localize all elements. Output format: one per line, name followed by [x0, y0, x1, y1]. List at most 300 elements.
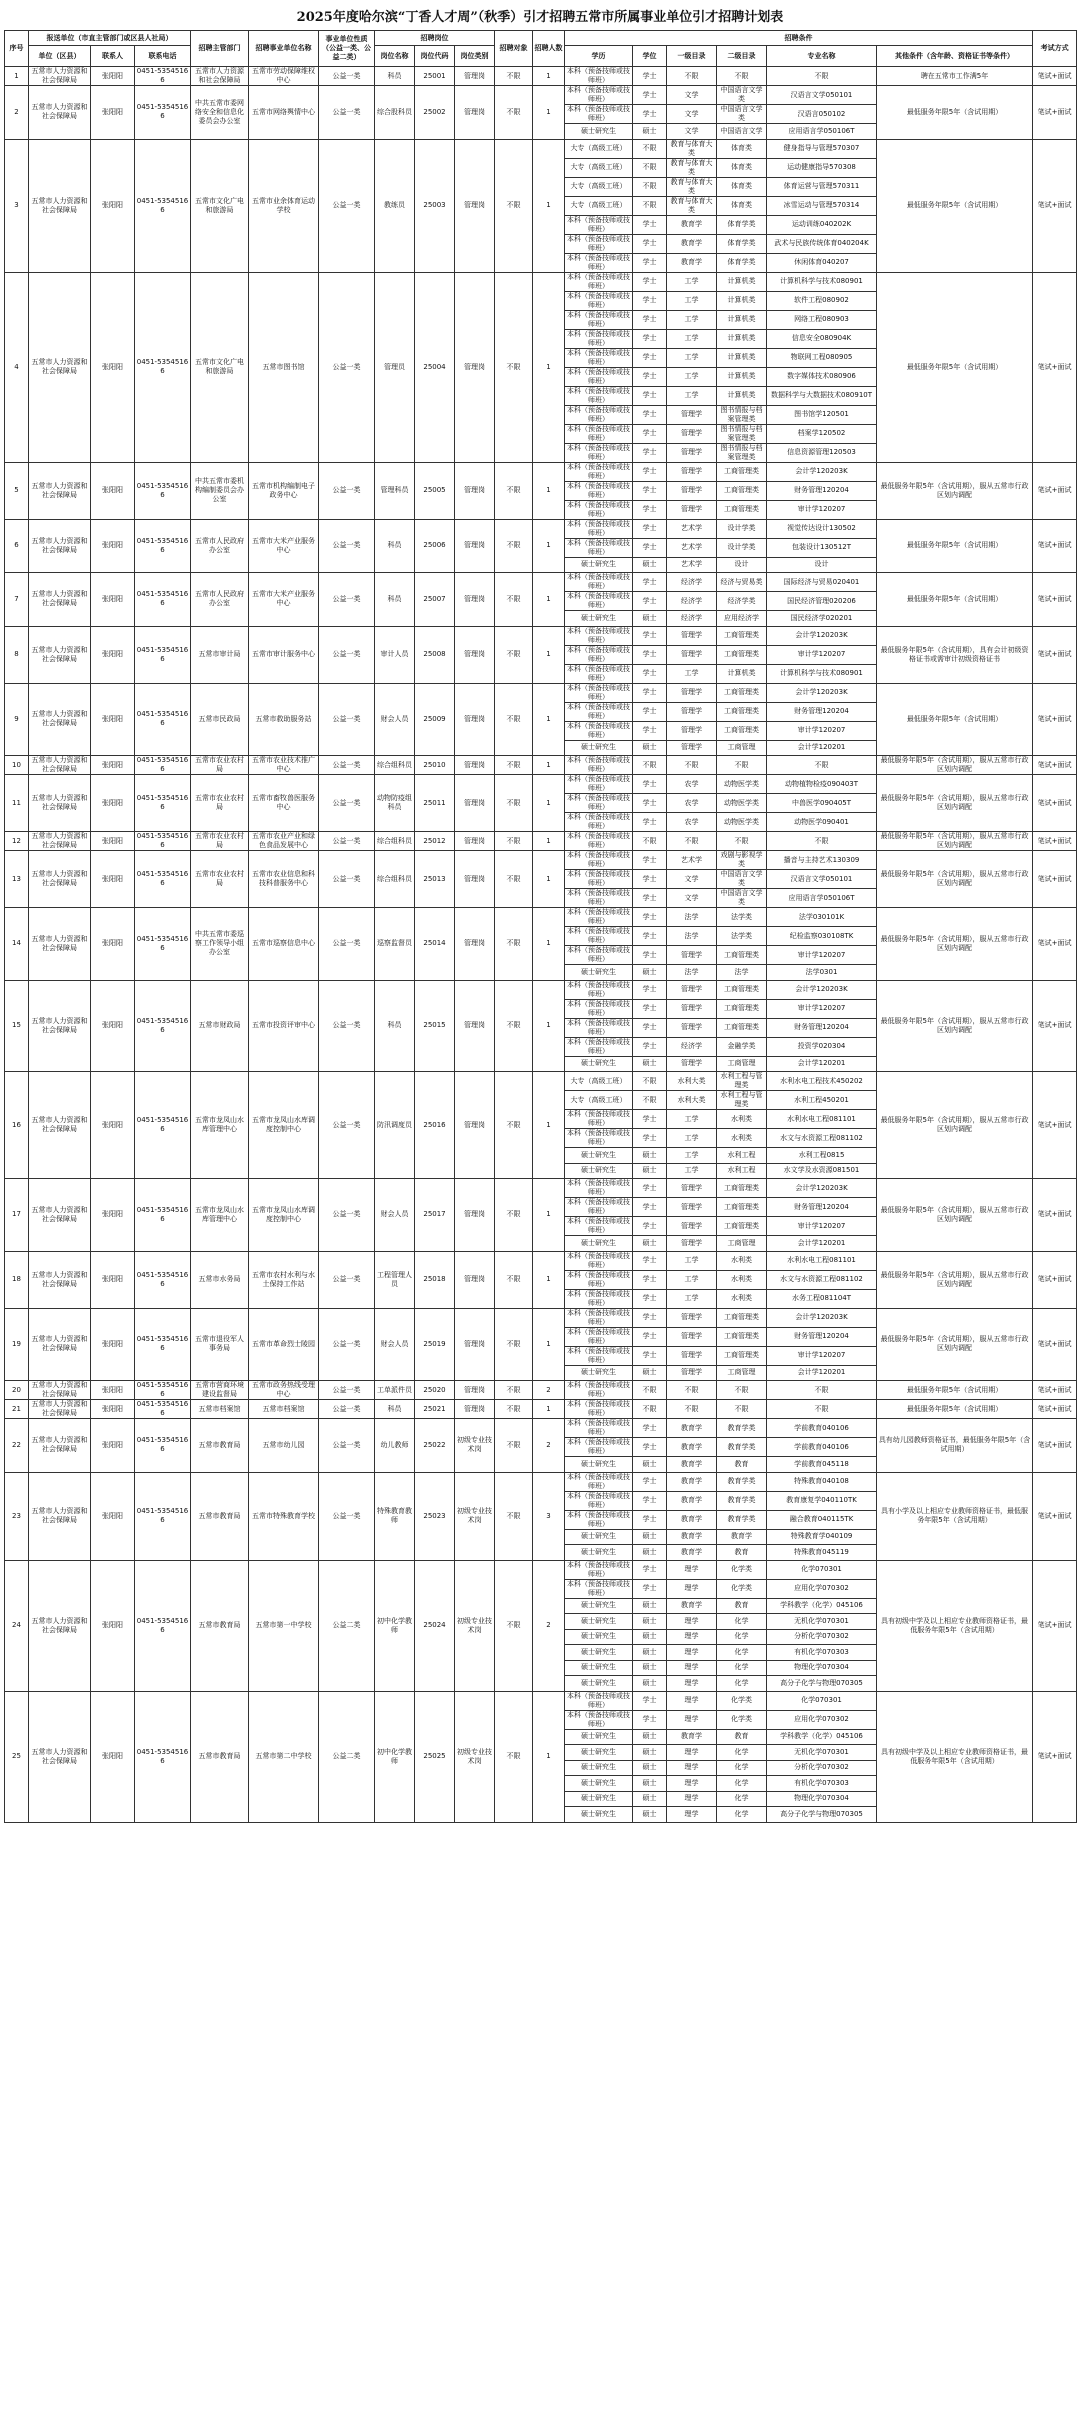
degree-cell: 硕士研究生 [565, 124, 633, 140]
table-row [5, 1472, 1077, 1491]
phone-cell: 0451-53545166 [135, 1308, 191, 1381]
exam-method-cell: 笔试+面试 [1033, 272, 1077, 462]
post-category-cell: 管理岗 [455, 832, 495, 851]
degree-cell: 硕士研究生 [565, 1598, 633, 1614]
discipline-cell: 工学 [667, 664, 717, 683]
other-conditions-cell: 最低服务年限5年（含试用期） [877, 519, 1033, 573]
exam-method-cell: 笔试+面试 [1033, 1179, 1077, 1252]
sub-discipline-cell: 教育学 [717, 1529, 767, 1545]
organization-cell: 五常市业余体育运动学校 [249, 139, 319, 272]
post-code-cell: 25019 [415, 1308, 455, 1381]
unit-cell: 五常市人力资源和社会保障局 [29, 908, 91, 981]
discipline-cell: 法学 [667, 965, 717, 981]
org-type-cell: 公益一类 [319, 1472, 375, 1560]
academic-degree-cell: 学士 [633, 1438, 667, 1457]
discipline-cell: 不限 [667, 756, 717, 775]
sub-discipline-cell: 化学 [717, 1807, 767, 1823]
discipline-cell: 管理学 [667, 1308, 717, 1327]
sub-discipline-cell: 计算机类 [717, 291, 767, 310]
discipline-cell: 文学 [667, 870, 717, 889]
unit-cell: 五常市人力资源和社会保障局 [29, 1419, 91, 1473]
phone-cell: 0451-53545166 [135, 1691, 191, 1822]
row-number: 18 [5, 1251, 29, 1308]
unit-cell: 五常市人力资源和社会保障局 [29, 1560, 91, 1691]
discipline-cell: 工学 [667, 367, 717, 386]
unit-cell: 五常市人力资源和社会保障局 [29, 1179, 91, 1252]
sub-discipline-cell: 工商管理类 [717, 946, 767, 965]
post-name-cell: 管理员 [375, 272, 415, 462]
degree-cell: 本科（预备技师或技师班） [565, 1308, 633, 1327]
degree-cell: 硕士研究生 [565, 1645, 633, 1661]
post-name-cell: 巡察监督员 [375, 908, 415, 981]
post-code-cell: 25024 [415, 1560, 455, 1691]
organization-cell: 五常市农业产业和绿色食品发展中心 [249, 832, 319, 851]
discipline-cell: 工学 [667, 348, 717, 367]
degree-cell: 硕士研究生 [565, 1791, 633, 1807]
headcount-cell: 1 [533, 462, 565, 519]
post-code-cell: 25005 [415, 462, 455, 519]
degree-cell: 本科（预备技师或技师班） [565, 291, 633, 310]
degree-cell: 硕士研究生 [565, 1148, 633, 1164]
major-cell: 审计学120207 [767, 500, 877, 519]
department-cell: 五常市人力资源和社会保障局 [191, 67, 249, 86]
post-code-cell: 25023 [415, 1472, 455, 1560]
discipline-cell: 理学 [667, 1614, 717, 1630]
phone-cell: 0451-53545166 [135, 462, 191, 519]
degree-cell: 本科（预备技师或技师班） [565, 500, 633, 519]
contact-cell: 张阳阳 [91, 908, 135, 981]
contact-cell: 张阳阳 [91, 683, 135, 756]
sub-discipline-cell: 经济学类 [717, 592, 767, 611]
department-cell: 五常市龙凤山水库管理中心 [191, 1179, 249, 1252]
headcount-cell: 1 [533, 1400, 565, 1419]
major-cell: 法学0301 [767, 965, 877, 981]
sub-discipline-cell: 化学类 [717, 1560, 767, 1579]
degree-cell: 本科（预备技师或技师班） [565, 424, 633, 443]
degree-cell: 本科（预备技师或技师班） [565, 538, 633, 557]
sub-discipline-cell: 教育 [717, 1598, 767, 1614]
major-cell: 档案学120502 [767, 424, 877, 443]
degree-cell: 大专（高级工班） [565, 1072, 633, 1091]
post-category-cell: 管理岗 [455, 272, 495, 462]
sub-discipline-cell: 戏剧与影视学类 [717, 851, 767, 870]
discipline-cell: 理学 [667, 1660, 717, 1676]
post-code-cell: 25010 [415, 756, 455, 775]
academic-degree-cell: 硕士 [633, 1645, 667, 1661]
table-body [5, 67, 1077, 1823]
major-cell: 不限 [767, 1400, 877, 1419]
major-cell: 国民经济学020201 [767, 611, 877, 627]
post-name-cell: 财会人员 [375, 1179, 415, 1252]
sub-discipline-cell: 工商管理类 [717, 481, 767, 500]
other-conditions-cell: 最低服务年限5年（含试用期），具有会计初级资格证书或需审计初级资格证书 [877, 626, 1033, 683]
discipline-cell: 管理学 [667, 1018, 717, 1037]
sub-discipline-cell: 水利类 [717, 1289, 767, 1308]
academic-degree-cell: 学士 [633, 592, 667, 611]
degree-cell: 硕士研究生 [565, 1056, 633, 1072]
column-header: 岗位类别 [455, 46, 495, 67]
sub-discipline-cell: 教育学类 [717, 1472, 767, 1491]
discipline-cell: 工学 [667, 291, 717, 310]
phone-cell: 0451-53545166 [135, 775, 191, 832]
exam-method-cell: 笔试+面试 [1033, 1560, 1077, 1691]
discipline-cell: 经济学 [667, 1037, 717, 1056]
degree-cell: 本科（预备技师或技师班） [565, 721, 633, 740]
post-category-cell: 管理岗 [455, 775, 495, 832]
post-name-cell: 综合组科员 [375, 851, 415, 908]
major-cell: 高分子化学与物理070305 [767, 1676, 877, 1692]
org-type-cell: 公益一类 [319, 573, 375, 627]
academic-degree-cell: 硕士 [633, 1791, 667, 1807]
major-cell: 财务管理120204 [767, 481, 877, 500]
post-name-cell: 管理科员 [375, 462, 415, 519]
org-type-cell: 公益一类 [319, 1419, 375, 1473]
department-cell: 五常市退役军人事务局 [191, 1308, 249, 1381]
sub-discipline-cell: 水利工程与管理类 [717, 1072, 767, 1091]
post-code-cell: 25001 [415, 67, 455, 86]
phone-cell: 0451-53545166 [135, 832, 191, 851]
target-cell: 不限 [495, 980, 533, 1072]
headcount-cell: 2 [533, 1419, 565, 1473]
major-cell: 汉语言文学050101 [767, 86, 877, 105]
other-conditions-cell: 最低服务年限5年（含试用期），服从五常市行政区划内调配 [877, 832, 1033, 851]
degree-cell: 本科（预备技师或技师班） [565, 1400, 633, 1419]
degree-cell: 本科（预备技师或技师班） [565, 832, 633, 851]
department-cell: 五常市农业农村局 [191, 832, 249, 851]
organization-cell: 五常市机构编制电子政务中心 [249, 462, 319, 519]
table-row [5, 1251, 1077, 1270]
page-title: 2025年度哈尔滨“丁香人才周”（秋季）引才招聘五常市所属事业单位引才招聘计划表 [296, 10, 784, 25]
sub-discipline-cell: 动物医学类 [717, 794, 767, 813]
sub-discipline-cell: 体育类 [717, 158, 767, 177]
department-cell: 中共五常市委机构编制委员会办公室 [191, 462, 249, 519]
academic-degree-cell: 学士 [633, 1419, 667, 1438]
sub-discipline-cell: 金融学类 [717, 1037, 767, 1056]
unit-cell: 五常市人力资源和社会保障局 [29, 1400, 91, 1419]
organization-cell: 五常市龙凤山水库调度控制中心 [249, 1179, 319, 1252]
major-cell: 会计学120203K [767, 1179, 877, 1198]
unit-cell: 五常市人力资源和社会保障局 [29, 1691, 91, 1822]
discipline-cell: 艺术学 [667, 557, 717, 573]
academic-degree-cell: 学士 [633, 1510, 667, 1529]
sub-discipline-cell: 中国语言文学 [717, 124, 767, 140]
major-cell: 有机化学070303 [767, 1776, 877, 1792]
target-cell: 不限 [495, 462, 533, 519]
academic-degree-cell: 不限 [633, 1400, 667, 1419]
department-cell: 五常市档案馆 [191, 1400, 249, 1419]
discipline-cell: 管理学 [667, 626, 717, 645]
org-type-cell: 公益一类 [319, 756, 375, 775]
major-cell: 武术与民族传统体育040204K [767, 234, 877, 253]
academic-degree-cell: 学士 [633, 1217, 667, 1236]
headcount-cell: 1 [533, 272, 565, 462]
sub-discipline-cell: 体育类 [717, 139, 767, 158]
discipline-cell: 不限 [667, 67, 717, 86]
major-cell: 财务管理120204 [767, 1198, 877, 1217]
exam-method-cell: 笔试+面试 [1033, 67, 1077, 86]
major-cell: 不限 [767, 1381, 877, 1400]
academic-degree-cell: 硕士 [633, 1660, 667, 1676]
academic-degree-cell: 学士 [633, 1691, 667, 1710]
degree-cell: 本科（预备技师或技师班） [565, 1381, 633, 1400]
post-category-cell: 初级专业技术岗 [455, 1419, 495, 1473]
other-conditions-cell: 最低服务年限5年（含试用期） [877, 1400, 1033, 1419]
academic-degree-cell: 学士 [633, 291, 667, 310]
degree-cell: 本科（预备技师或技师班） [565, 1510, 633, 1529]
organization-cell: 五常市审计服务中心 [249, 626, 319, 683]
row-number: 10 [5, 756, 29, 775]
department-cell: 五常市人民政府办公室 [191, 573, 249, 627]
degree-cell: 本科（预备技师或技师班） [565, 683, 633, 702]
phone-cell: 0451-53545166 [135, 851, 191, 908]
column-group-header: 报送单位（市直主管部门或区县人社局） [29, 31, 191, 46]
degree-cell: 本科（预备技师或技师班） [565, 573, 633, 592]
academic-degree-cell: 学士 [633, 813, 667, 832]
row-number: 15 [5, 980, 29, 1072]
row-number: 19 [5, 1308, 29, 1381]
academic-degree-cell: 硕士 [633, 1807, 667, 1823]
discipline-cell: 农学 [667, 775, 717, 794]
exam-method-cell: 笔试+面试 [1033, 573, 1077, 627]
table-row [5, 1072, 1077, 1091]
post-code-cell: 25011 [415, 775, 455, 832]
academic-degree-cell: 学士 [633, 272, 667, 291]
major-cell: 物理化学070304 [767, 1660, 877, 1676]
headcount-cell: 1 [533, 1691, 565, 1822]
major-cell: 学前教育045118 [767, 1457, 877, 1473]
post-name-cell: 综合股科员 [375, 86, 415, 140]
table-row [5, 908, 1077, 927]
org-type-cell: 公益一类 [319, 832, 375, 851]
organization-cell: 五常市第二中学校 [249, 1691, 319, 1822]
academic-degree-cell: 硕士 [633, 1776, 667, 1792]
sub-discipline-cell: 教育学类 [717, 1510, 767, 1529]
degree-cell: 本科（预备技师或技师班） [565, 272, 633, 291]
org-type-cell: 公益一类 [319, 775, 375, 832]
other-conditions-cell: 最低服务年限5年（含试用期），服从五常市行政区划内调配 [877, 980, 1033, 1072]
post-name-cell: 财会人员 [375, 683, 415, 756]
degree-cell: 本科（预备技师或技师班） [565, 310, 633, 329]
table-row [5, 1691, 1077, 1710]
table-row [5, 756, 1077, 775]
post-code-cell: 25009 [415, 683, 455, 756]
organization-cell: 五常市农业信息和科技科普服务中心 [249, 851, 319, 908]
organization-cell: 五常市网络舆情中心 [249, 86, 319, 140]
degree-cell: 本科（预备技师或技师班） [565, 1346, 633, 1365]
degree-cell: 硕士研究生 [565, 1660, 633, 1676]
contact-cell: 张阳阳 [91, 139, 135, 272]
table-row [5, 1400, 1077, 1419]
row-number: 23 [5, 1472, 29, 1560]
sub-discipline-cell: 教育 [717, 1457, 767, 1473]
sub-discipline-cell: 工商管理类 [717, 462, 767, 481]
table-row [5, 980, 1077, 999]
other-conditions-cell: 最低服务年限5年（含试用期），服从五常市行政区划内调配 [877, 1251, 1033, 1308]
post-category-cell: 管理岗 [455, 1179, 495, 1252]
post-code-cell: 25021 [415, 1400, 455, 1419]
major-cell: 化学070301 [767, 1560, 877, 1579]
degree-cell: 本科（预备技师或技师班） [565, 443, 633, 462]
academic-degree-cell: 不限 [633, 139, 667, 158]
major-cell: 财务管理120204 [767, 1018, 877, 1037]
headcount-cell: 1 [533, 1251, 565, 1308]
unit-cell: 五常市人力资源和社会保障局 [29, 980, 91, 1072]
other-conditions-cell: 具有初级中学及以上相应专业教师资格证书，最低服务年限5年（含试用期） [877, 1691, 1033, 1822]
target-cell: 不限 [495, 1308, 533, 1381]
major-cell: 休闲体育040207 [767, 253, 877, 272]
column-header: 联系人 [91, 46, 135, 67]
degree-cell: 本科（预备技师或技师班） [565, 889, 633, 908]
organization-cell: 五常市第一中学校 [249, 1560, 319, 1691]
other-conditions-cell: 最低服务年限5年（含试用期），服从五常市行政区划内调配 [877, 1308, 1033, 1381]
other-conditions-cell: 具有小学及以上相应专业教师资格证书，最低服务年限5年（含试用期） [877, 1472, 1033, 1560]
academic-degree-cell: 学士 [633, 234, 667, 253]
org-type-cell: 公益一类 [319, 462, 375, 519]
academic-degree-cell: 学士 [633, 908, 667, 927]
major-cell: 学前教育040106 [767, 1419, 877, 1438]
discipline-cell: 工学 [667, 1129, 717, 1148]
major-cell: 应用语言学050106T [767, 889, 877, 908]
post-code-cell: 25012 [415, 832, 455, 851]
contact-cell: 张阳阳 [91, 462, 135, 519]
major-cell: 特殊教育学040109 [767, 1529, 877, 1545]
other-conditions-cell: 最低服务年限5年（含试用期），服从五常市行政区划内调配 [877, 908, 1033, 981]
department-cell: 五常市教育局 [191, 1560, 249, 1691]
academic-degree-cell: 不限 [633, 1381, 667, 1400]
sub-discipline-cell: 化学 [717, 1645, 767, 1661]
major-cell: 体育运营与管理570311 [767, 177, 877, 196]
post-code-cell: 25006 [415, 519, 455, 573]
exam-method-cell: 笔试+面试 [1033, 775, 1077, 832]
table-row [5, 139, 1077, 158]
discipline-cell: 工学 [667, 329, 717, 348]
major-cell: 不限 [767, 832, 877, 851]
academic-degree-cell: 学士 [633, 664, 667, 683]
contact-cell: 张阳阳 [91, 851, 135, 908]
discipline-cell: 农学 [667, 813, 717, 832]
other-conditions-cell: 最低服务年限5年（含试用期） [877, 86, 1033, 140]
discipline-cell: 不限 [667, 1400, 717, 1419]
major-cell: 审计学120207 [767, 1346, 877, 1365]
unit-cell: 五常市人力资源和社会保障局 [29, 139, 91, 272]
row-number: 17 [5, 1179, 29, 1252]
sub-discipline-cell: 工商管理类 [717, 1198, 767, 1217]
discipline-cell: 管理学 [667, 405, 717, 424]
department-cell: 五常市教育局 [191, 1691, 249, 1822]
major-cell: 不限 [767, 67, 877, 86]
discipline-cell: 教育学 [667, 1510, 717, 1529]
row-number: 11 [5, 775, 29, 832]
academic-degree-cell: 不限 [633, 1072, 667, 1091]
degree-cell: 本科（预备技师或技师班） [565, 1691, 633, 1710]
column-header: 序号 [5, 31, 29, 67]
column-header: 招聘对象 [495, 31, 533, 67]
major-cell: 汉语言文学050101 [767, 870, 877, 889]
degree-cell: 本科（预备技师或技师班） [565, 253, 633, 272]
academic-degree-cell: 学士 [633, 775, 667, 794]
discipline-cell: 艺术学 [667, 519, 717, 538]
organization-cell: 五常市巡察信息中心 [249, 908, 319, 981]
post-category-cell: 管理岗 [455, 1251, 495, 1308]
headcount-cell: 1 [533, 851, 565, 908]
exam-method-cell: 笔试+面试 [1033, 86, 1077, 140]
sub-discipline-cell: 计算机类 [717, 386, 767, 405]
target-cell: 不限 [495, 573, 533, 627]
major-cell: 信息资源管理120503 [767, 443, 877, 462]
target-cell: 不限 [495, 86, 533, 140]
degree-cell: 硕士研究生 [565, 1614, 633, 1630]
degree-cell: 本科（预备技师或技师班） [565, 1472, 633, 1491]
contact-cell: 张阳阳 [91, 1691, 135, 1822]
target-cell: 不限 [495, 756, 533, 775]
org-type-cell: 公益一类 [319, 626, 375, 683]
discipline-cell: 教育与体育大类 [667, 158, 717, 177]
table-row [5, 573, 1077, 592]
target-cell: 不限 [495, 1251, 533, 1308]
discipline-cell: 理学 [667, 1579, 717, 1598]
target-cell: 不限 [495, 519, 533, 573]
contact-cell: 张阳阳 [91, 67, 135, 86]
major-cell: 会计学120201 [767, 1365, 877, 1381]
exam-method-cell: 笔试+面试 [1033, 1381, 1077, 1400]
academic-degree-cell: 硕士 [633, 1614, 667, 1630]
academic-degree-cell: 学士 [633, 462, 667, 481]
table-row [5, 1560, 1077, 1579]
discipline-cell: 管理学 [667, 1346, 717, 1365]
exam-method-cell: 笔试+面试 [1033, 756, 1077, 775]
table-row [5, 67, 1077, 86]
org-type-cell: 公益一类 [319, 980, 375, 1072]
discipline-cell: 管理学 [667, 980, 717, 999]
academic-degree-cell: 硕士 [633, 1163, 667, 1179]
degree-cell: 本科（预备技师或技师班） [565, 794, 633, 813]
exam-method-cell: 笔试+面试 [1033, 851, 1077, 908]
contact-cell: 张阳阳 [91, 1251, 135, 1308]
academic-degree-cell: 学士 [633, 946, 667, 965]
sub-discipline-cell: 化学 [717, 1760, 767, 1776]
degree-cell: 硕士研究生 [565, 1236, 633, 1252]
major-cell: 计算机科学与技术080901 [767, 664, 877, 683]
column-header: 事业单位性质（公益一类、公益二类） [319, 31, 375, 67]
sub-discipline-cell: 水利类 [717, 1129, 767, 1148]
discipline-cell: 管理学 [667, 1179, 717, 1198]
degree-cell: 本科（预备技师或技师班） [565, 999, 633, 1018]
phone-cell: 0451-53545166 [135, 86, 191, 140]
sub-discipline-cell: 动物医学类 [717, 813, 767, 832]
sub-discipline-cell: 工商管理类 [717, 1308, 767, 1327]
degree-cell: 本科（预备技师或技师班） [565, 626, 633, 645]
unit-cell: 五常市人力资源和社会保障局 [29, 1472, 91, 1560]
department-cell: 五常市审计局 [191, 626, 249, 683]
discipline-cell: 教育学 [667, 1491, 717, 1510]
org-type-cell: 公益二类 [319, 1691, 375, 1822]
sub-discipline-cell: 计算机类 [717, 310, 767, 329]
sub-discipline-cell: 化学 [717, 1745, 767, 1761]
major-cell: 水务工程081104T [767, 1289, 877, 1308]
headcount-cell: 1 [533, 573, 565, 627]
discipline-cell: 管理学 [667, 462, 717, 481]
unit-cell: 五常市人力资源和社会保障局 [29, 462, 91, 519]
other-conditions-cell: 最低服务年限5年（含试用期） [877, 683, 1033, 756]
headcount-cell: 1 [533, 67, 565, 86]
discipline-cell: 理学 [667, 1710, 717, 1729]
academic-degree-cell: 学士 [633, 626, 667, 645]
degree-cell: 硕士研究生 [565, 965, 633, 981]
discipline-cell: 不限 [667, 832, 717, 851]
sub-discipline-cell: 工商管理 [717, 740, 767, 756]
major-cell: 软件工程080902 [767, 291, 877, 310]
row-number: 24 [5, 1560, 29, 1691]
